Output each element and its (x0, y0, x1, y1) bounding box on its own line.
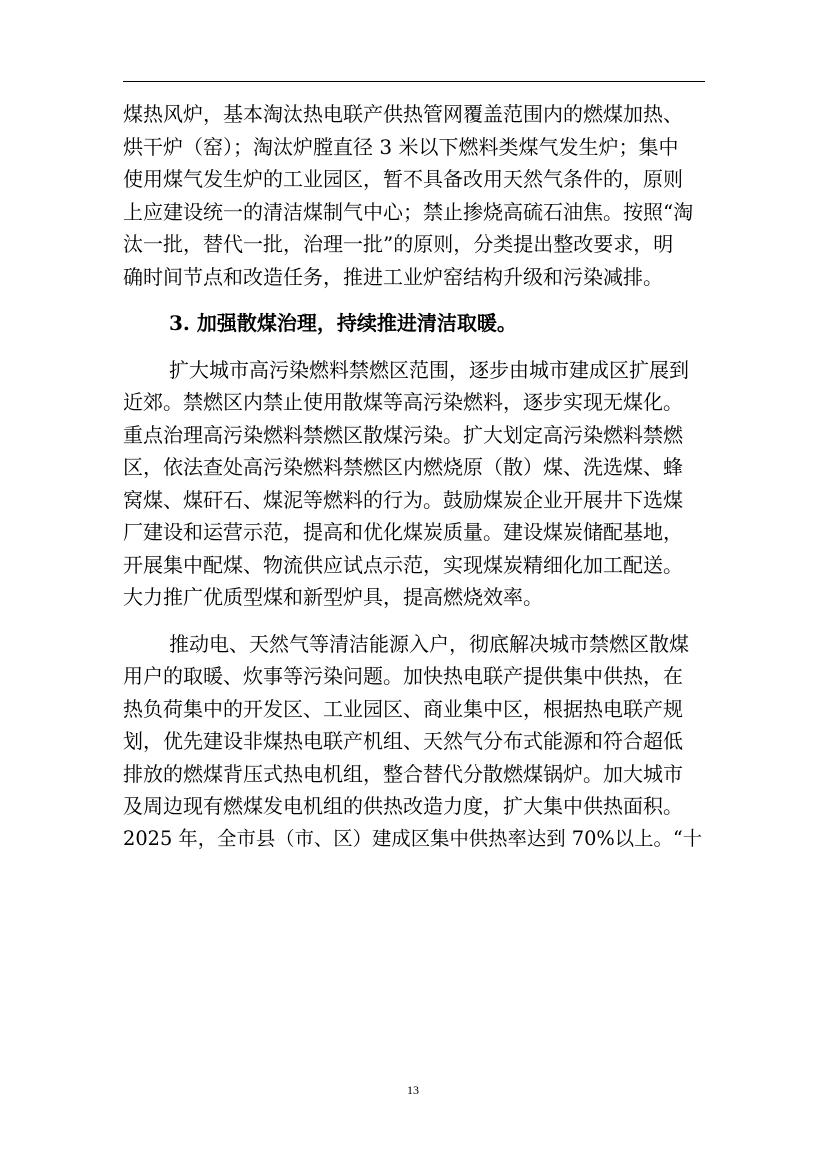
text-line: 推动电、天然气等清洁能源入户，彻底解决城市禁燃区散煤 (169, 631, 689, 656)
text-line: 开展集中配煤、物流供应试点示范，实现煤炭精细化加工配送。 (123, 552, 683, 577)
text-line: 厂建设和运营示范，提高和优化煤炭质量。建设煤炭储配基地， (123, 520, 683, 544)
header-rule (123, 81, 705, 82)
section-heading: 3. 加强散煤治理，持续推进清洁取暖。 (169, 311, 517, 335)
paragraph-1 (123, 98, 705, 293)
paragraph-3 (123, 628, 705, 856)
paragraph-2 (123, 354, 705, 614)
text-line: 上应建设统一的清洁煤制气中心；禁止掺烧高硫石油焦。按照“淘 (123, 199, 694, 224)
text-line: 2025 年，全市县（市、区）建成区集中供热率达到 70%以上。“十 (123, 826, 703, 850)
text-line: 大力推广优质型煤和新型炉具，提高燃烧效率。 (123, 585, 543, 609)
text-line: 扩大城市高污染燃料禁燃区范围，逐步由城市建成区扩展到 (169, 357, 689, 382)
text-line: 汰一批，替代一批，治理一批”的原则，分类提出整改要求，明 (123, 232, 674, 256)
text-line: 及周边现有燃煤发电机组的供热改造力度，扩大集中供热面积。 (123, 794, 683, 818)
text-line: 用户的取暖、炊事等污染问题。加快热电联产提供集中供热，在 (123, 664, 683, 688)
text-line: 确时间节点和改造任务，推进工业炉窑结构升级和污染减排。 (123, 264, 663, 289)
text-line: 烘干炉（窑）；淘汰炉膛直径 3 米以下燃料类煤气发生炉；集中 (123, 134, 679, 159)
text-line: 重点治理高污染燃料禁燃区散煤污染。扩大划定高污染燃料禁燃 (123, 422, 683, 447)
text-line: 煤热风炉，基本淘汰热电联产供热管网覆盖范围内的燃煤加热、 (123, 102, 683, 126)
text-line: 排放的燃煤背压式热电机组，整合替代分散燃煤锅炉。加大城市 (123, 761, 683, 786)
text-line: 区，依法查处高污染燃料禁燃区内燃烧原（散）煤、洗选煤、蜂 (123, 455, 683, 479)
text-line: 划，优先建设非煤热电联产机组、天然气分布式能源和符合超低 (123, 729, 683, 753)
text-line: 近郊。禁燃区内禁止使用散煤等高污染燃料，逐步实现无煤化。 (123, 390, 683, 414)
text-line: 热负荷集中的开发区、工业园区、商业集中区，根据热电联产规 (123, 696, 683, 721)
page-number: 13 (407, 1083, 419, 1097)
text-line: 窝煤、煤矸石、煤泥等燃料的行为。鼓励煤炭企业开展井下选煤 (123, 487, 683, 512)
body-text (123, 98, 705, 855)
text-line: 使用煤气发生炉的工业园区，暂不具备改用天然气条件的，原则 (123, 167, 683, 191)
